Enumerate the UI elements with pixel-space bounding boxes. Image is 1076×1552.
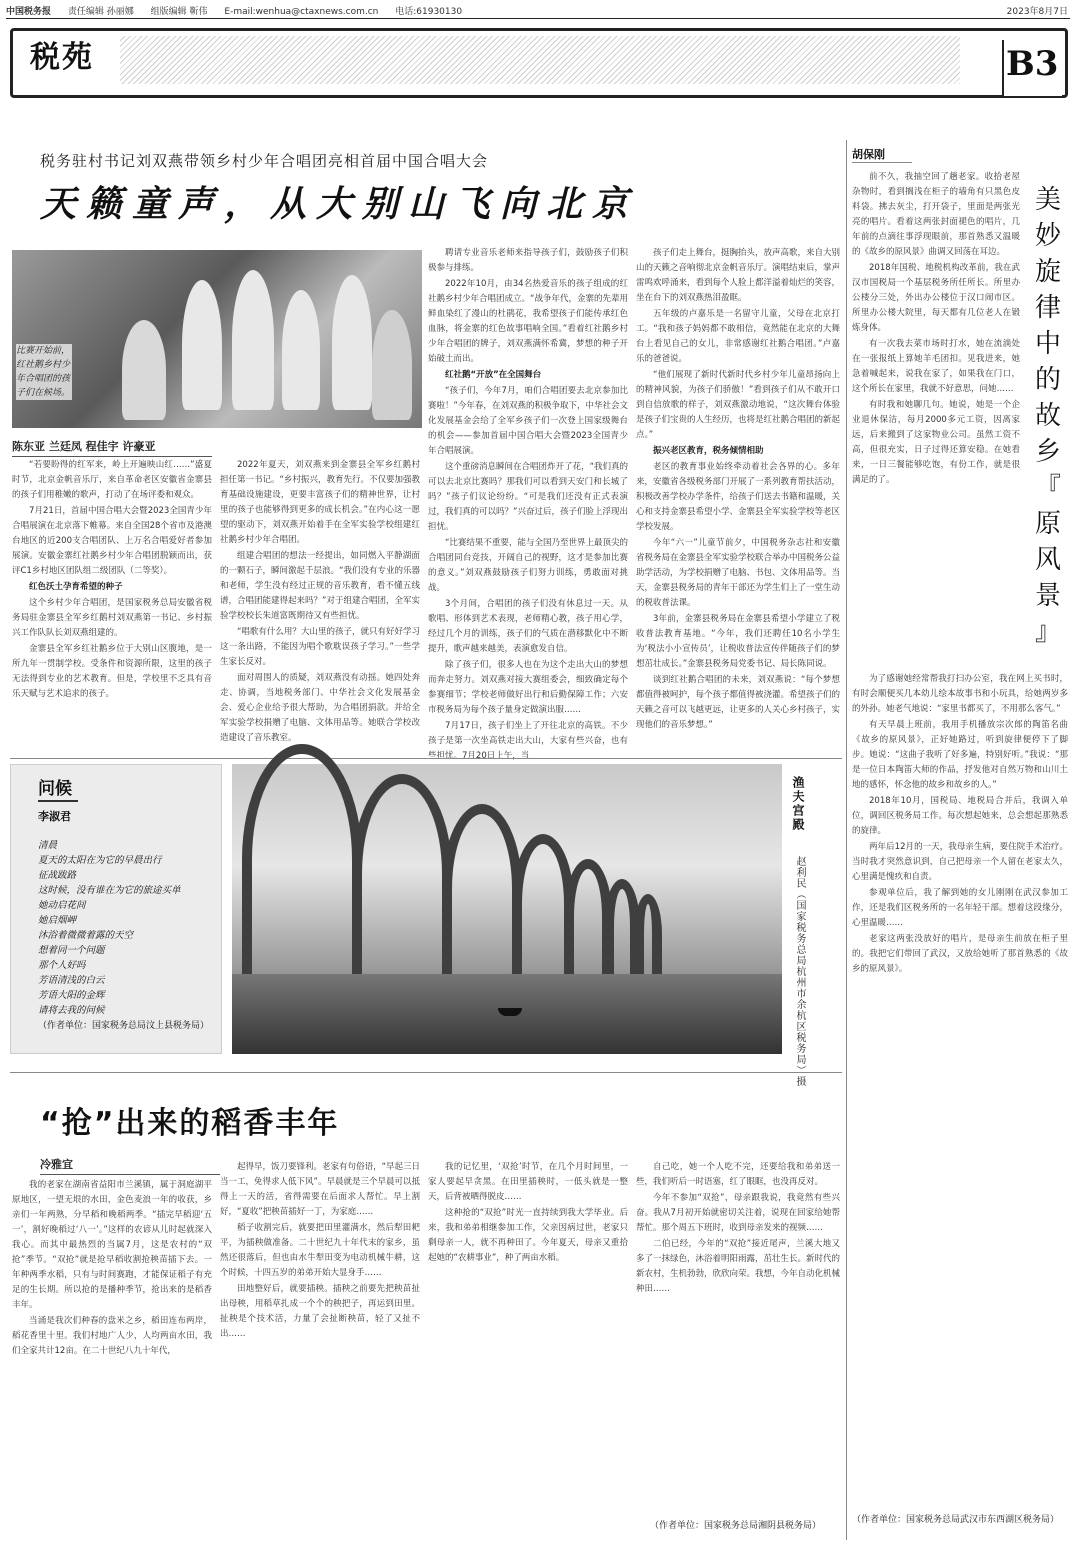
main-col2-p1: 2022年夏天，刘双燕来到金寨县全军乡红鹅村担任第一书记。“乡村振兴，教育先行。不仅要加强教育基础设施建设，更要丰富孩子们的精神世界，让村里的孩子也能够得到更多的成长机会。”在内心这一愿望的驱动下，刘双燕开始着手在全军实验学校组建红社鹅乡村少年合唱团。 (220, 460, 420, 545)
poem-line: 她动启花间 (38, 900, 86, 911)
main-subhead: 税务驻村书记刘双燕带领乡村少年合唱团亮相首届中国合唱大会 (40, 152, 489, 170)
banner-pattern (120, 36, 960, 84)
photo-feature-title: 渔夫宫殿 (791, 776, 805, 832)
main-column-4 (636, 246, 840, 754)
sidebar-title (1028, 182, 1068, 650)
sidebar-title-char: 律 (1034, 293, 1061, 323)
masthead-info (6, 4, 1070, 18)
second-headline: “抢”出来的稻香丰年 (40, 1106, 340, 1141)
main-col4-p6: 3年前，金寨县税务局在金寨县希望小学建立了税收普法教育基地。“今年，我们还聘任10名小学生为‘税法小小宣传员’，让税收普法宣传伴随孩子们的梦想茁壮成长。”金寨县税务局党委书记、局长陈同说。 (636, 614, 840, 669)
sidebar-p3: 有一次我去菜市场时打水，她在流淌处在一张报纸上算她羊毛团扣。见我进来，她急着喊起来，说我在家了，如果我在门口，这个所长在家里，我就不好意思，问她…… (852, 339, 1020, 394)
sidebar-title-char: 妙 (1034, 221, 1061, 251)
poem-line: 她启烟岬 (38, 915, 77, 926)
sidebar-title-char: 『 (1034, 473, 1061, 503)
sidebar-title-char: 美 (1034, 185, 1061, 215)
main-col1-p3: 这个乡村少年合唱团，是国家税务总局安徽省税务局驻金寨县全军乡红鹅村刘双燕第一书记、乡村振兴工作队队长刘双燕组建的。 (12, 598, 212, 638)
main-col1-p4: 金寨县全军乡红社鹅乡位于大别山区腹地，是一所九年一贯制学校。受条件和资源所限，这里的孩子无法得到专业的艺术教育。但是，学校里不乏具有音乐天赋与艺术追求的孩子。 (12, 644, 212, 699)
main-col2-p3: “唱歌有什么用？大山里的孩子，就只有好好学习这一条出路，不能因为唱个歌耽误孩子学习。”一些学生家长反对。 (220, 627, 420, 667)
sidebar-title-char: 的 (1034, 365, 1061, 395)
sidebar-byline: 胡保刚 (852, 148, 885, 161)
second-col2-p2: 稻子收割完后，就要把田里灌满水，然后犁田耙平，为插秧做准备。二十世纪九十年代末的家乡，虽然还很落后，但也由水牛犁田变为电动机械牛耕，这个时候，十四五岁的弟弟开始大显身手…… (220, 1223, 420, 1278)
main-col2-p4: 面对周围人的质疑，刘双燕没有动摇。她四处奔走、协调，当地税务部门、中华社会文化发展基金会、爱心企业给予很大帮助，为合唱团捐款。并给全军实验学校捐赠了电脑、文体用品等。她联合学校改造建设了音乐教室。 (220, 673, 420, 743)
photo-feature-credit: 赵利民（国家税务总局杭州市余杭区税务局）摄 (794, 856, 805, 1087)
sidebar-p6: 有天早晨上班前，我用手机播放宗次郎的陶笛名曲《故乡的原风景》，正好她路过，听到旋律便停下了脚步。她说：“这曲子我听了好多遍，特别好听。”我说：“那是一位日本陶笛大师的作品，抒发他对自然万物和山川土地的感怀，怀念他的故乡和故乡的人。” (852, 720, 1068, 790)
photo-caption: 比赛开始前，红社鹅乡村少年合唱团的孩子们在候场。 (16, 346, 71, 398)
sidebar-title-char: 风 (1034, 545, 1061, 575)
sidebar-p2: 2018年国税、地税机构改革前，我在武汉市国税局一个基层税务所任所长。所里办公楼分三处，外出办公楼位于汉口闹市区。所里办公楼大院里，每天都有几位老人在锻炼身体。 (852, 263, 1020, 333)
poem-line: 清晨 (38, 840, 58, 851)
sidebar-column-bottom (852, 672, 1068, 1512)
main-col3-subhead: 红社鹅“开放”在全国舞台 (445, 370, 542, 380)
sidebar-title-char: 旋 (1034, 257, 1061, 287)
email: E-mail:wenhua@ctaxnews.com.cn (224, 7, 379, 17)
sidebar-title-char: 故 (1034, 401, 1061, 431)
second-col4-p2: 今年不参加“双抢”，母亲跟我说，我竟然有些兴奋。我从7月初开始就密切关注着，说现在回家给她帮帮忙。那个周五下班时，收到母亲发来的视频…… (636, 1193, 840, 1233)
main-col3-p4: 这个重磅消息瞬间在合唱团炸开了花，“我们真的可以去北京比赛吗？那我们可以看到天安门和长城了吗？”孩子们议论纷纷。“可是我们还没有正式表演过，我们真的可以吗？”兴奋过后，孩子们脸上浮现出担忧。 (428, 462, 628, 532)
second-column-1 (12, 1178, 212, 1518)
issue-date: 2023年8月7日 (1006, 7, 1068, 17)
main-col4-p7: 谈到红社鹅合唱团的未来，刘双燕说：“每个梦想都值得被呵护，每个孩子都值得被浇灌。希望孩子们的天籁之音可以飞越更远，让更多的人关心乡村孩子，实现他们的音乐梦想。” (636, 675, 841, 730)
sidebar-p9: 参观单位后，我了解到她的女儿刚刚在武汉参加工作，还是我们区税务所的一名年轻干部。想着这段缘分，心里温暖…… (852, 888, 1068, 928)
main-col4-p4: 老区的教育事业始终牵动着社会各界的心。多年来，安徽省各级税务部门开展了一系列教育帮扶活动，积极改善学校办学条件，给孩子们送去书籍和温暖，关心和支持金寨县希望小学、金寨县全军实验学校等老区学校发展。 (636, 462, 841, 532)
main-col3-p8: 7月17日，孩子们坐上了开往北京的高铁。不少孩子是第一次坐高铁走出大山，大家有些兴奋，也有些担忧。7月20日上午，当 (428, 721, 628, 761)
second-col4-p3: 二伯已经，今年的“双抢”接近尾声，兰溪大地又多了一抹绿色，沐浴着明阳雨露，茁壮生长。新时代的新农村，生机勃勃，欣欣向荣。我想，今年自动化机械种田…… (636, 1239, 841, 1294)
second-byline: 冷雅宜 (40, 1156, 220, 1175)
main-col3-p2: 2022年10月，由34名热爱音乐的孩子组成的红社鹅乡村少年合唱团成立。“战争年代，金寨的先辈用鲜血染红了漫山的杜鹃花，我希望孩子们能传承红色血脉，将金寨的红色故事唱响全国。”看着红社鹅乡村少年合唱团的牌子，刘双燕满怀希冀，梦想的种子开始破土而出。 (428, 279, 628, 364)
phone: 电话:61930130 (395, 7, 463, 17)
poem-line: 那个人好吗 (38, 960, 86, 971)
main-col2-p2: 组建合唱团的想法一经提出，如同燃入平静湖面的一颗石子，瞬间激起千层浪。“我们没有专业的乐器和老师，学生没有经过正规的音乐教育，看不懂五线谱，合唱团能建得起来吗？”对于组建合唱团，全军实验学校校长朱道富既期待又有些担忧。 (220, 551, 420, 621)
main-col1-p2: 7月21日，首届中国合唱大会暨2023全国青少年合唱展演在北京落下帷幕。来自全国28个省市及港澳台地区的近200支合唱团队、上万名合唱爱好者参加展演。安徽金寨红社鹅乡村少年合唱团脱颖而出，获评C1乡村地区团队组二级团队（二等奖）。 (12, 506, 212, 576)
main-headline: 天籁童声，从大别山飞向北京 (40, 183, 639, 225)
sidebar-title-char: 』 (1034, 617, 1061, 647)
paper-name: 中国税务报 (6, 7, 52, 17)
second-col2-p1: 起得早，饭刀要锋利。老家有句俗语，“早起三日当一工，免得求人低下风”。早晨就是三个早晨可以抵得上一天的活，省得需要在后面求人帮忙。早上割好，“夏收”把秧苗插好一丁，为家庭…… (220, 1162, 420, 1217)
second-col4-p1: 自己吃，她一个人吃不完，还要给我和弟弟送一些，我们听后一时语塞，红了眼眶，也没再反对。 (636, 1162, 840, 1187)
second-col1-p1: 我的老家在湖南省益阳市兰溪镇，属于洞庭湖平原地区，一望无垠的水田，金色麦浪一年的收获，乡亲们一年两熟，分早稻和晚稻两季。“插完早稻迎‘五一’，割好晚稻过‘八一’。”这样的农谚从儿时起就深入我心。而其中最热烈的当属7月，这是农村的“双抢”季节。“双抢”就是抢早稻收割抢秧苗插下去。一年种两季水稻，只有与时间赛跑，才能保证稻子有充足的生长期。所以抢的是播种季节，抢出来的是稻香丰年。 (12, 1180, 212, 1310)
second-column-2 (220, 1160, 420, 1530)
second-column-3 (428, 1160, 628, 1530)
section-divider-2 (10, 1072, 842, 1073)
sidebar-p1: 前不久，我抽空回了趟老家。收拾老屋杂物时，看到搁浅在柜子的墙角有只黑色皮料袋。拂去灰尘，打开袋子，里面是两张光亮的唱片。看着这两张封面褪色的唱片，几年前的点滴往事浮现眼前，那首熟悉又温暖的《故乡的原风景》曲调又回荡在耳边。 (852, 172, 1020, 257)
masthead-rule (6, 18, 1070, 19)
sidebar-p5: 为了感谢她经常帮我打扫办公室，我在网上买书时，有时会顺便买几本幼儿绘本故事书和小玩具，给她两岁多的外孙。她老气地说：“家里书都买了，不用那么客气。” (852, 674, 1068, 714)
sidebar-column-top (852, 170, 1020, 670)
second-column-4 (636, 1160, 840, 1510)
main-col4-subhead: 振兴老区教育，税务倾情相助 (653, 446, 764, 456)
poem-line: 芳语大阳的金辉 (38, 990, 105, 1001)
sidebar-title-char: 乡 (1034, 437, 1061, 467)
sidebar-title-char: 原 (1034, 509, 1061, 539)
main-col3-p6: 3个月间，合唱团的孩子们没有休息过一天。从歌唱、形体到艺术表现，老师精心教，孩子用心学，经过几个月的训练，孩子们的气质在潜移默化中不断提升，歌声越来越美，表演愈发自信。 (428, 599, 628, 654)
sidebar-source: （作者单位：国家税务总局武汉市东西湖区税务局） (852, 1515, 1060, 1525)
sidebar-title-char: 景 (1034, 581, 1061, 611)
second-col2-p3: 田地整好后，就要插秧。插秧之前要先把秧苗扯出母秧，用稻草扎成一个个的秧把子，再运到田里。扯秧是个技术活，力量了会扯断秧苗，轻了又扯不出…… (220, 1284, 420, 1339)
main-col1-p1: “若要盼得的红军来，岭上开遍映山红……”盛夏时节，北京金帆音乐厅，来自革命老区安徽省金寨县的孩子们用稚嫩的歌声，打动了在场评委和观众。 (12, 460, 212, 500)
main-column-3 (428, 246, 628, 761)
main-column-2 (220, 458, 420, 754)
poem-line: 请将去我的问候 (38, 1005, 105, 1016)
poem-line: 征战跋路 (38, 870, 77, 881)
poem-source: （作者单位：国家税务总局汶上县税务局） (38, 1021, 210, 1031)
second-col3-p2: 这种抢的“双抢”时光一直持续到我大学毕业。后来，我和弟弟相继参加工作，父亲因病过世，老家只剩母亲一人，就不再种田了。今年夏天，母亲又重拾起她的“农耕事业”，种了两亩水稻。 (428, 1208, 628, 1263)
poem-line: 想着同一个问题 (38, 945, 105, 956)
bridge-photo (232, 764, 782, 1054)
poem-line: 这时候，没有谁在为它的旅途买单 (38, 885, 181, 896)
masthead (0, 0, 1076, 100)
second-source: （作者单位：国家税务总局湘阴县税务局） (650, 1521, 822, 1531)
sidebar-byline-rule (852, 162, 912, 163)
sidebar-p4: 有时我和她聊几句。她说，她是一个企业退休保洁，每月2000多元工资，因离家远，后来搬到了这家物业公司。虽然工资不高，但很充实，日子过得还算安稳。在她看来，一日三餐能够吃饱，有份工作，就是很满足的了。 (852, 400, 1020, 485)
main-col1-subhead: 红色沃土孕育希望的种子 (29, 582, 123, 592)
main-col4-p2: 五年级的卢嘉乐是一名留守儿童，父母在北京打工。“我和孩子妈妈都不敢相信，竟然能在北京的大舞台上看见自己的女儿，非常感谢红社鹅合唱团。”卢嘉乐的爸爸说。 (636, 309, 840, 364)
main-column-1 (12, 458, 212, 754)
poem-line: 沐浴着微微着露的天空 (38, 930, 134, 941)
main-col3-p3: “孩子们，今年7月，咱们合唱团要去北京参加比赛啦！”今年春，在刘双燕的积极争取下，中华社会文化发展基金会给了全军乡孩子们一次登上国家级舞台的机会——参加首届中国合唱大会暨2023全国青少年合唱展演。 (428, 386, 628, 456)
sidebar-title-char: 中 (1034, 329, 1061, 359)
designer: 组版编辑 靳伟 (150, 7, 208, 17)
second-col1-p2: 当涌是我次们种春的盘米之乡，稻田连布两岸，稻花香里十里。我们村地广人少，人均两亩水田，我们全家共计12亩。在二十世纪八九十年代， (12, 1316, 212, 1356)
section-title: 税苑 (30, 40, 94, 75)
poem-author: 李淑君 (38, 810, 71, 823)
sidebar-p7: 2018年10月，国税局、地税局合并后，我调入单位，调回区税务局工作。每次想起她来，总会想起那熟悉的旋律。 (852, 796, 1068, 836)
page-number: B3 (1006, 44, 1059, 84)
main-col3-p7: 除了孩子们，很多人也在为这个走出大山的梦想而奔走努力。刘双燕对接大赛组委会，细致确定每个参赛细节；学校老师做好出行和后勤保障工作；六安市税务局为每个孩子量身定做演出服…… (428, 660, 628, 715)
choir-photo (12, 250, 422, 428)
poem-title: 问候 (38, 779, 72, 799)
poem-title-rule (38, 800, 78, 802)
main-col4-p3: “他们展现了新时代新时代乡村少年儿童昂扬向上的精神风貌，为孩子们骄傲！”看到孩子们从不敢开口到自信放歌的样子，刘双燕激动地说，“这次舞台体验是孩子们宝贵的人生经历，也将是红社鹅合唱团的新起点。” (636, 370, 841, 440)
section-divider-1 (10, 758, 842, 759)
poem-line: 芳语清浅的白云 (38, 975, 105, 986)
main-col3-p5: “比赛结果不重要，能与全国乃至世界上最顶尖的合唱团同台竞技，开阔自己的视野，这才是参加比赛的意义。”刘双燕鼓励孩子们努力训练，勇敢面对挑战。 (428, 538, 628, 593)
sidebar-divider (846, 140, 847, 1540)
second-col3-p1: 我的记忆里，‘双抢’时节，在几个月时间里，一家人要起早贪黑。在田里插秧时，一低头就是一整天，后背被晒得脱皮…… (428, 1162, 628, 1202)
main-col3-p1: 聘请专业音乐老师来指导孩子们，鼓励孩子们积极参与排练。 (428, 248, 628, 273)
poem-line: 夏天的太阳在为它的早晨出行 (38, 855, 162, 866)
poem-lines (38, 838, 218, 1018)
main-col4-p5: 今年“六一”儿童节前夕，中国税务杂志社和安徽省税务局在金寨县全军实验学校联合举办中国税务公益助学活动，为学校捐赠了电脑、书包、文体用品等。当天，金寨县税务局的青年干部还为学生们上了一堂生动的税收普法课。 (636, 538, 841, 608)
sidebar-p8: 两年后12月的一天，我母亲生病，要住院手术治疗。当时我才突然意识到，自己把母亲一个人留在老家太久，心里满是愧疚和自责。 (852, 842, 1068, 882)
sidebar-p10: 老家这两张没放好的唱片，是母亲生前放在柜子里的。我把它们带回了武汉，又放给她听了那首熟悉的《故乡的原风景》。 (852, 934, 1068, 974)
main-col4-p1: 孩子们走上舞台，挺胸抬头，放声高歌，来自大别山的天籁之音响彻北京金帆音乐厅。演唱结束后，掌声雷鸣欢呼涌来，看到每个人脸上都洋溢着灿烂的笑容，坐在台下的刘双燕热泪盈眶。 (636, 248, 841, 303)
editor: 责任编辑 孙丽娜 (67, 7, 134, 17)
main-byline: 陈东亚 兰廷凤 程佳宇 许豪亚 (12, 438, 212, 457)
